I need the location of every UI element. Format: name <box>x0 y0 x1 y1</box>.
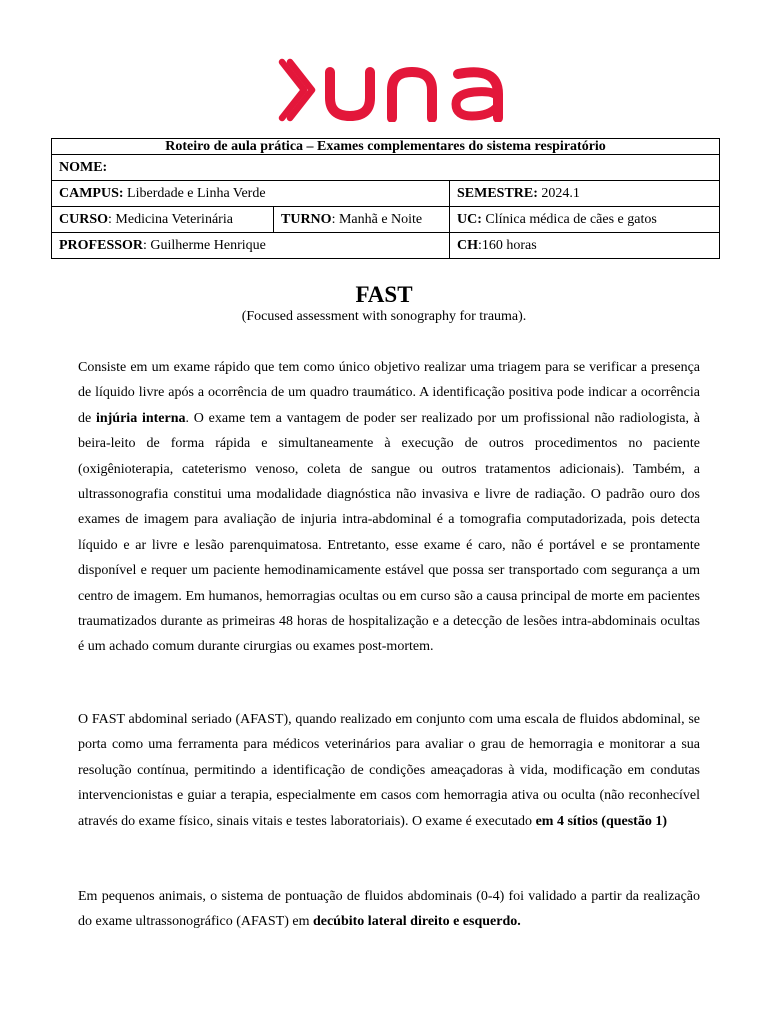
table-row <box>52 233 720 259</box>
ch-cell <box>450 233 720 259</box>
paragraph-text: . O exame tem a vantagem de poder ser realizado por um profissional não radiologista, à beira-leito de forma rápida e simultaneamente à execução de outros procedimentos no paciente (oxigênioterapia, cateterismo venoso, coleta de sangue ou outros tratamentos adicionais). Também, a ultrassonografia constitui uma modalidade diagnóstica não invasiva e livre de radiação. O padrão ouro dos exames de imagem para avaliação de injuria intra-abdominal é a tomografia computadorizada, pois detecta líquido e ar livre e lesão parenquimatosa. Entretanto, esse exame é caro, não é portável e se prontamente disponível e requer um paciente hemodinamicamente estável que possa ser transportado com segurança a um centro de imagem. Em humanos, hemorragias ocultas ou em curso são a causa principal de morte em pacientes traumatizados durante as primeiras 48 horas de hospitalização e a detecção de lesões intra-abdominais ocultas é um achado comum durante cirurgias ou exames post-mortem. <box>78 410 700 655</box>
paragraph-scoring <box>78 884 700 935</box>
nome-label: NOME: <box>59 159 108 175</box>
semestre-value: 2024.1 <box>537 185 580 201</box>
paragraph-text: O FAST abdominal seriado (AFAST), quando realizado em conjunto com uma escala de fluidos abdominal, se porta como uma ferramenta para médicos veterinários para avaliar o grau de hemorragia e monitorar a sua resolução contínua, permitindo a identificação de condições ameaçadoras à vida, modificação em condutas intervencionistas e guiar a terapia, especialmente em casos com hemorragia ativa ou oculta (não reconhecível através do exame físico, sinais vitais e testes laboratoriais). O exame é executado <box>78 712 700 829</box>
paragraph-afast <box>78 707 700 834</box>
uc-value: Clínica médica de cães e gatos <box>481 211 657 227</box>
table-row <box>52 207 720 233</box>
table-row <box>52 155 720 181</box>
class-info-table <box>51 138 720 259</box>
page-title: FAST <box>355 282 413 307</box>
semestre-cell <box>450 181 720 207</box>
professor-cell <box>52 233 450 259</box>
ch-label: CH <box>457 237 478 253</box>
professor-label: PROFESSOR <box>59 237 144 253</box>
emphasis-text: injúria interna <box>95 410 186 426</box>
table-title: Roteiro de aula prática – Exames complementares do sistema respiratório <box>52 139 720 155</box>
page-subtitle: (Focused assessment with sonography for trauma). <box>241 309 527 324</box>
curso-label: CURSO <box>59 211 109 227</box>
paragraph-intro <box>78 355 700 660</box>
uc-cell <box>450 207 720 233</box>
emphasis-text: em 4 sítios (questão 1) <box>535 813 667 829</box>
table-row <box>52 181 720 207</box>
curso-cell <box>52 207 274 233</box>
nome-cell <box>52 155 720 181</box>
campus-value: Liberdade e Linha Verde <box>123 185 266 201</box>
professor-value: : Guilherme Henrique <box>143 237 266 253</box>
turno-value: : Manhã e Noite <box>331 211 423 227</box>
semestre-label: SEMESTRE: <box>457 185 538 201</box>
curso-value: : Medicina Veterinária <box>108 211 233 227</box>
campus-label: CAMPUS: <box>59 185 124 201</box>
turno-label: TURNO <box>281 211 332 227</box>
paragraph-text: Em pequenos animais, o sistema de pontuação de fluidos abdominais (0-4) foi validado a partir da realização do exame ultrassonográfico (AFAST) em <box>78 889 700 930</box>
una-logo <box>276 58 504 122</box>
emphasis-text: decúbito lateral direito e esquerdo. <box>312 914 521 930</box>
table-title-row <box>52 139 720 155</box>
campus-cell <box>52 181 450 207</box>
turno-cell <box>274 207 450 233</box>
ch-value: :160 horas <box>478 237 537 253</box>
uc-label: UC: <box>457 211 482 227</box>
paragraph-text: Consiste em um exame rápido que tem como único objetivo realizar uma triagem para se verificar a presença de líquido livre após a ocorrência de um quadro traumático. A identificação positiva pode indicar a ocorrência de <box>78 360 700 426</box>
